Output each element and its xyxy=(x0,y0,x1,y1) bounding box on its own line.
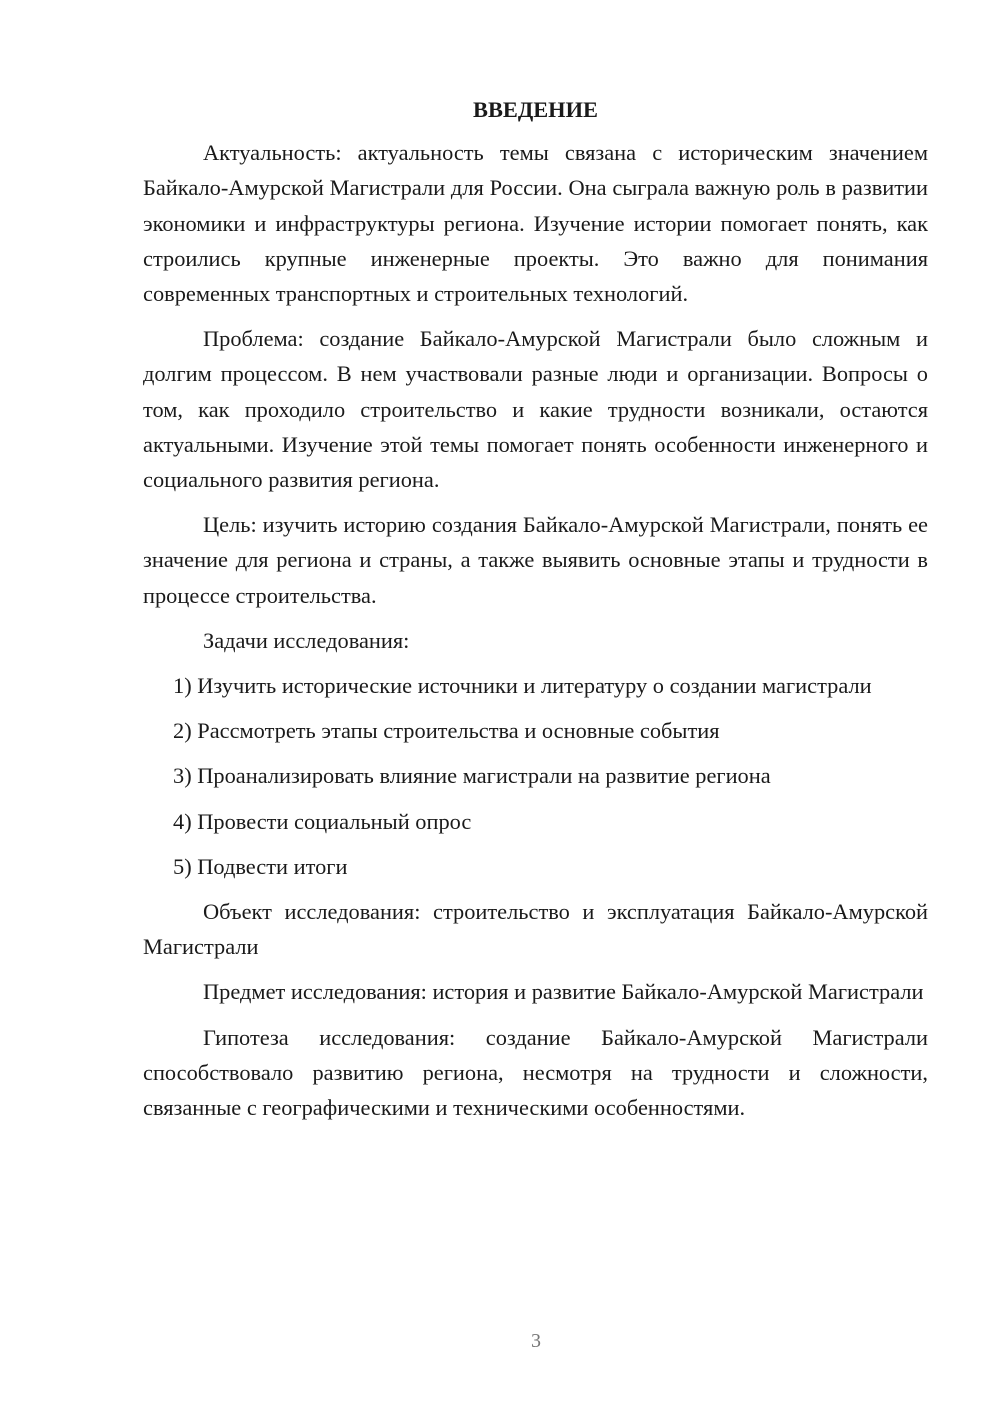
page-content xyxy=(143,92,928,1135)
relevance-paragraph: Актуальность: актуальность темы связана с историческим значением Байкало-Амурской Магистрали для России. Она сыграла важную роль в развитии экономики и инфраструктуры региона. Изучение истории помогает понять, как строились крупные инженерные проекты. Это важно для понимания современных транспортных и строительных технологий. xyxy=(143,140,928,307)
task-item-3: 3) Проанализировать влияние магистрали на развитие региона xyxy=(173,763,771,789)
object-paragraph: Объект исследования: строительство и эксплуатация Байкало-Амурской Магистрали xyxy=(143,899,928,960)
subject-paragraph: Предмет исследования: история и развитие Байкало-Амурской Магистрали xyxy=(203,979,924,1005)
hypothesis-paragraph: Гипотеза исследования: создание Байкало-Амурской Магистрали способствовало развитию региона, несмотря на трудности и сложности, связанные с географическими и техническими особенностями. xyxy=(143,1024,928,1121)
problem-paragraph: Проблема: создание Байкало-Амурской Магистрали было сложным и долгим процессом. В нем участвовали разные люди и организации. Вопросы о том, как проходило строительство и какие трудности возникали, остаются актуальными. Изучение этой темы помогает понять особенности инженерного и социального развития региона. xyxy=(143,326,928,493)
page-heading: ВВЕДЕНИЕ xyxy=(473,97,598,122)
task-item-4: 4) Провести социальный опрос xyxy=(173,808,472,834)
goal-paragraph: Цель: изучить историю создания Байкало-Амурской Магистрали, понять ее значение для региона и страны, а также выявить основные этапы и трудности в процессе строительства. xyxy=(143,512,928,608)
tasks-label: Задачи исследования: xyxy=(203,627,410,653)
task-item-1: 1) Изучить исторические источники и литературу о создании магистрали xyxy=(173,673,872,699)
task-item-2: 2) Рассмотреть этапы строительства и основные события xyxy=(173,718,720,744)
page-number: 3 xyxy=(531,1330,541,1352)
task-item-5: 5) Подвести итоги xyxy=(173,853,348,879)
